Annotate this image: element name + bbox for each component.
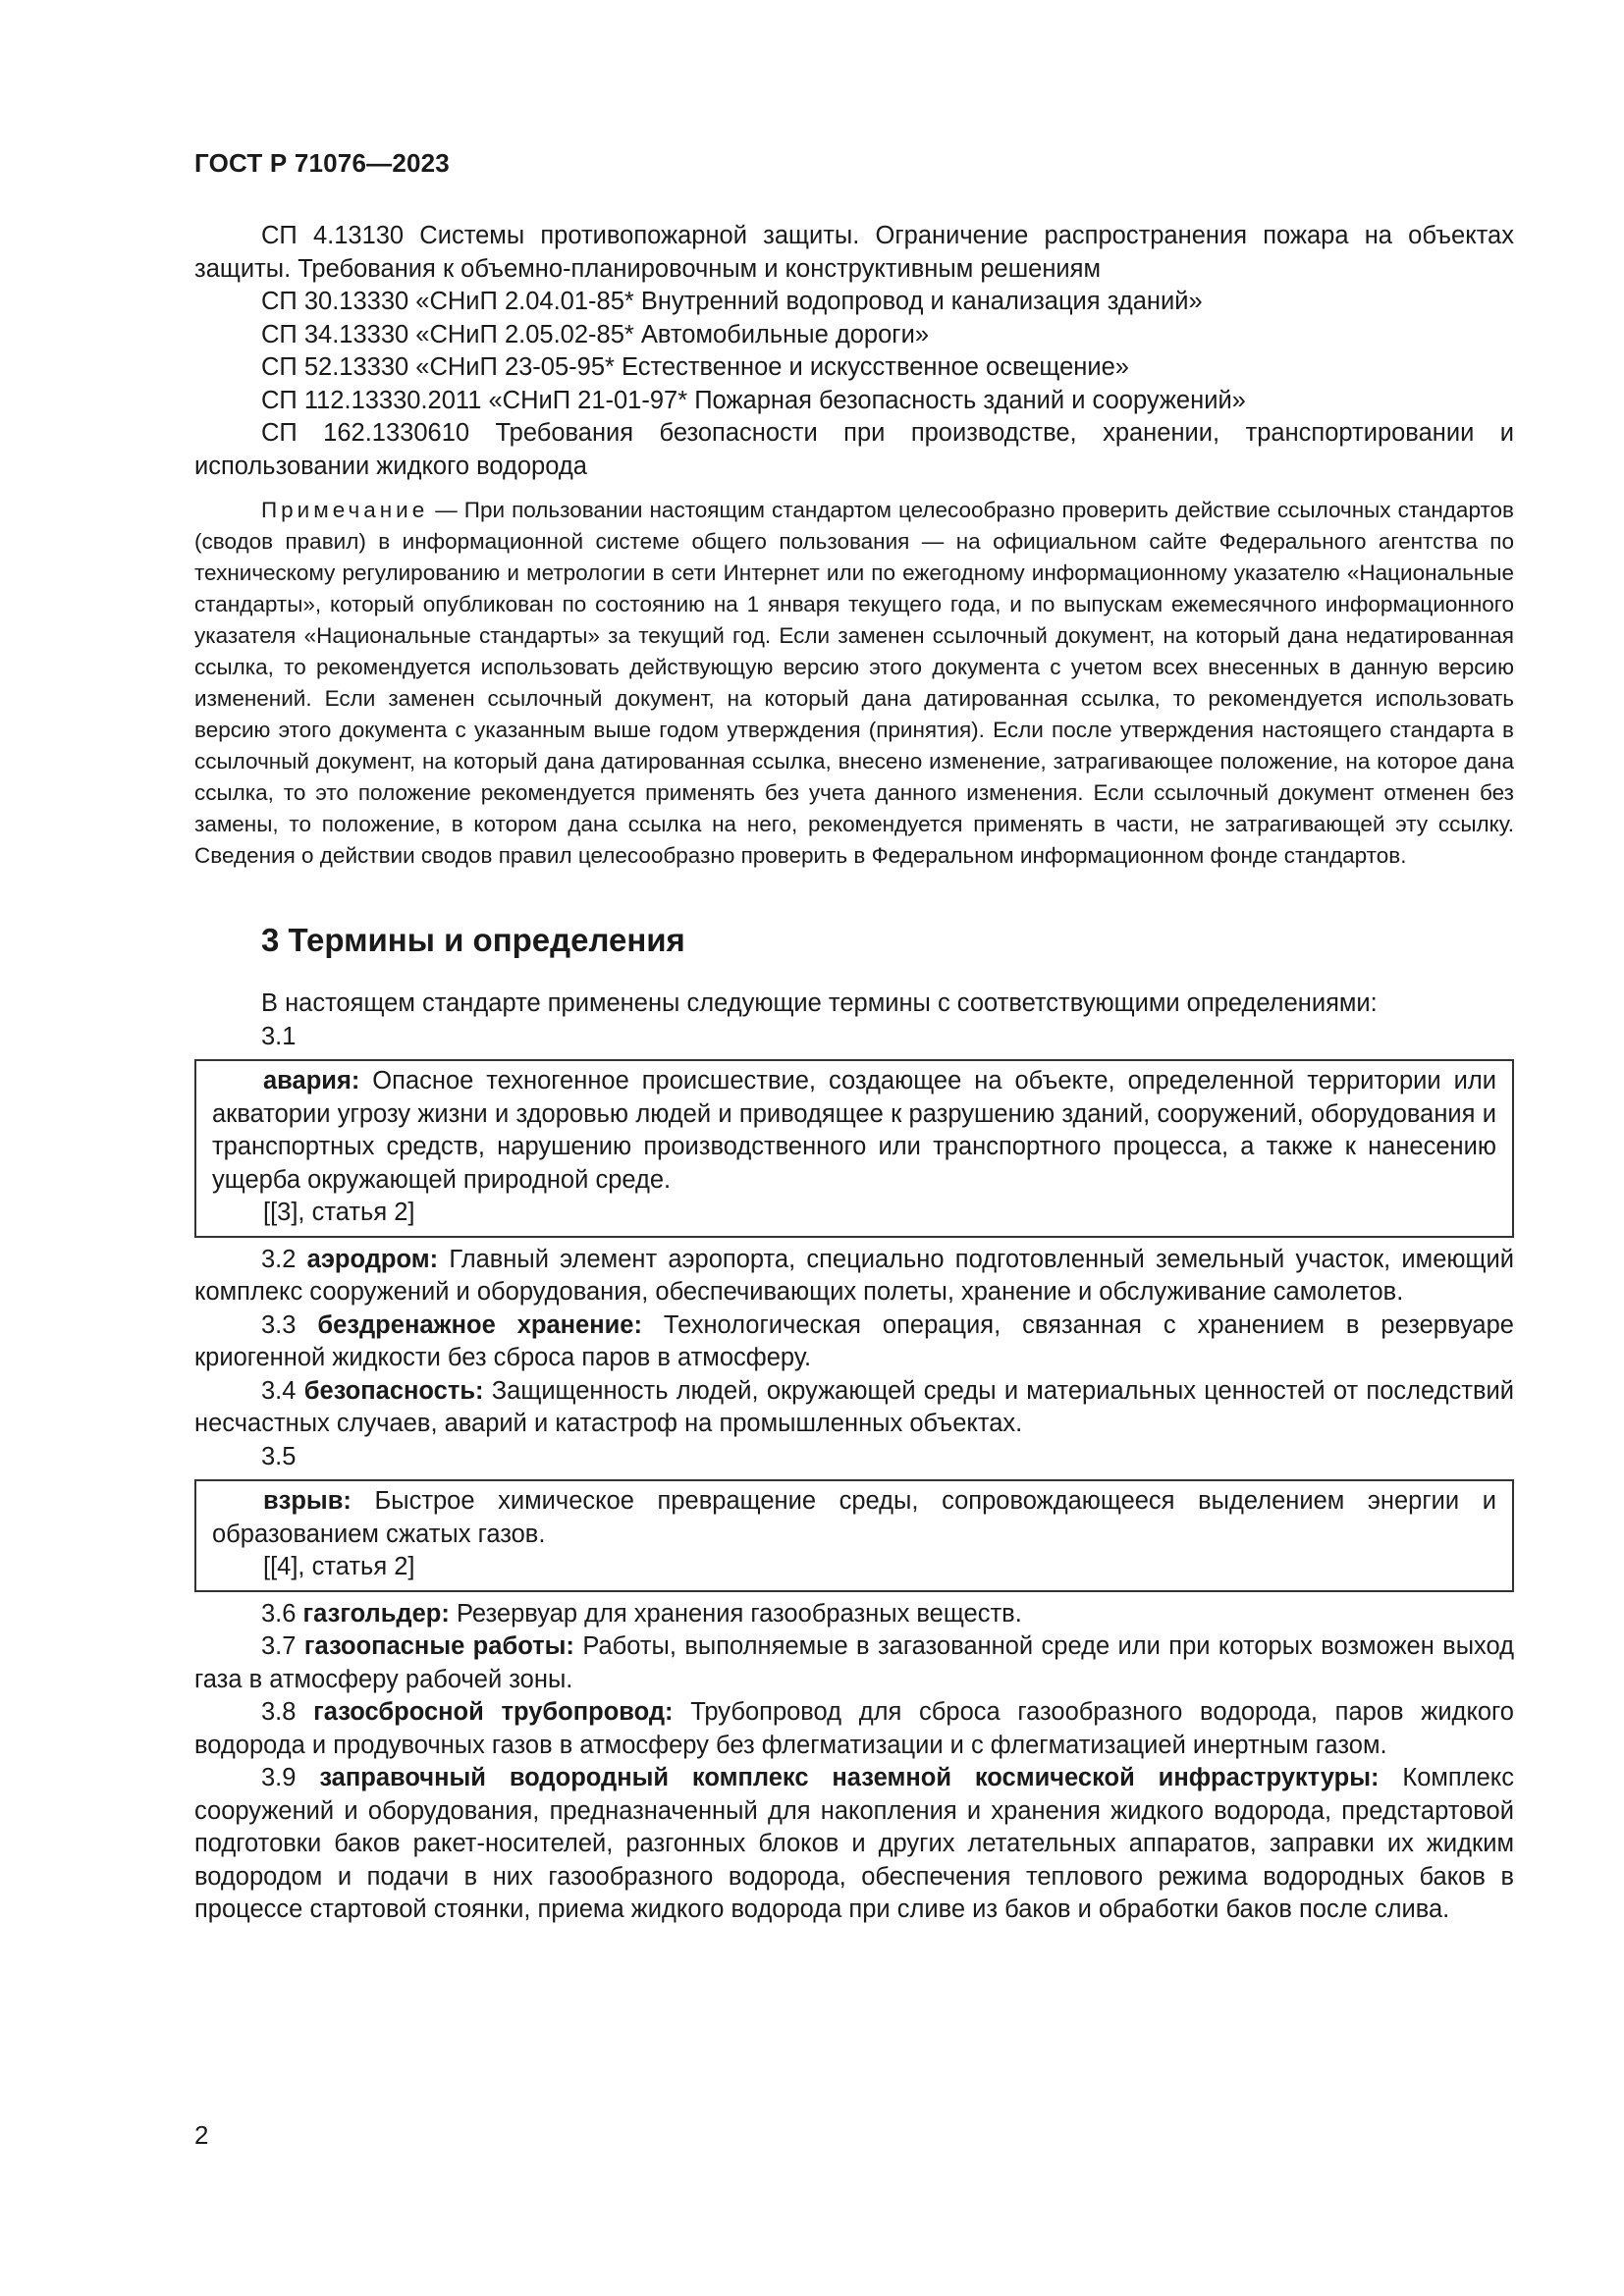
term-text: Главный элемент аэропорта, специально подготовленный земельный участок, имеющий комплекс сооружений и оборудования, обеспечивающих полеты, хранение и обслуживание самолетов. xyxy=(194,1245,1514,1306)
term-definition xyxy=(212,1485,1496,1551)
note-label: Примечание xyxy=(261,498,429,522)
document-header: ГОСТ Р 71076—2023 xyxy=(194,148,450,178)
term-name: авария: xyxy=(263,1067,360,1095)
term-text: Технологическая операция, связанная с хранением в резервуаре криогенной жидкости без сброса паров в атмосферу. xyxy=(194,1310,1514,1371)
term-number: 3.4 xyxy=(261,1376,297,1405)
term-name: аэродром: xyxy=(306,1245,439,1273)
term-definition xyxy=(212,1065,1496,1197)
term-name: заправочный водородный комплекс наземной космической инфраструктуры: xyxy=(319,1764,1380,1791)
term-box xyxy=(194,1059,1514,1238)
term-number: 3.8 xyxy=(261,1698,297,1726)
term-text: Опасное техногенное происшествие, создающее на объекте, определенной территории или акватории угрозу жизни и здоровью людей и приводящее к разрушению зданий, сооружений, оборудования и транспортных средств, нарушению производственного или транспортного процесса, а также к нанесению ущерба окружающей природной среде. xyxy=(212,1067,1496,1194)
references-list xyxy=(194,220,1514,483)
term-text: Резервуар для хранения газообразных веществ. xyxy=(456,1599,1022,1628)
page-content xyxy=(194,220,1514,1927)
term-number: 3.2 xyxy=(261,1245,297,1273)
term-definition xyxy=(194,1244,1514,1309)
term-source: [[4], статья 2] xyxy=(263,1553,415,1580)
term-definition xyxy=(194,1375,1514,1441)
term-definition xyxy=(194,1309,1514,1375)
term-number: 3.5 xyxy=(261,1442,297,1470)
reference-item: СП 34.13330 «СНиП 2.05.02-85* Автомобильные дороги» xyxy=(261,320,930,348)
term-text: Быстрое химическое превращение среды, сопровождающееся выделением энергии и образованием сжатых газов. xyxy=(212,1487,1497,1548)
reference-item: СП 4.13130 Системы противопожарной защиты. Ограничение распространения пожара на объектах защиты. Требования к объемно-планировочным и конструктивным решениям xyxy=(194,222,1514,283)
reference-item: СП 52.13330 «СНиП 23-05-95* Естественное и искусственное освещение» xyxy=(261,353,1129,381)
term-definition xyxy=(194,1598,1514,1631)
term-definition xyxy=(194,1630,1514,1696)
reference-item: СП 30.13330 «СНиП 2.04.01-85* Внутренний водопровод и канализация зданий» xyxy=(261,288,1203,315)
term-number: 3.6 xyxy=(261,1599,297,1628)
term-name: газосбросной трубопровод: xyxy=(313,1698,674,1726)
note-paragraph xyxy=(194,495,1514,872)
page-number: 2 xyxy=(194,2120,209,2150)
term-text: Комплекс сооружений и оборудования, предназначенный для накопления и хранения жидкого водорода, предстартовой подготовки баков ракет-носителей, разгонных блоков и других летательных аппаратов, заправки их жидким водородом и подачи в них газообразного водорода, обеспечения теплового режима водородных баков в процессе стартовой стоянки, приема жидкого водорода при сливе из баков и обработки баков после слива. xyxy=(194,1764,1514,1923)
term-text: Защищенность людей, окружающей среды и материальных ценностей от последствий несчастных случаев, аварий и катастроф на промышленных объектах. xyxy=(194,1376,1514,1437)
term-source: [[3], статья 2] xyxy=(263,1199,415,1226)
term-name: газоопасные работы: xyxy=(303,1632,574,1660)
term-name: безопасность: xyxy=(303,1376,484,1405)
term-definition xyxy=(194,1696,1514,1762)
term-number: 3.7 xyxy=(261,1632,297,1660)
section-intro: В настоящем стандарте применены следующие термины с соответствующими определениями: xyxy=(261,989,1378,1017)
term-name: газгольдер: xyxy=(302,1599,450,1628)
term-text: Работы, выполняемые в загазованной среде или при которых возможен выход газа в атмосферу рабочей зоны. xyxy=(194,1632,1515,1693)
term-name: бездренажное хранение: xyxy=(317,1310,642,1339)
term-box xyxy=(194,1479,1514,1592)
term-name: взрыв: xyxy=(263,1487,352,1515)
reference-item: СП 162.1330610 Требования безопасности при производстве, хранении, транспортировании и использовании жидкого водорода xyxy=(194,419,1514,480)
note-text: — При пользовании настоящим стандартом целесообразно проверить действие ссылочных стандартов (сводов правил) в информационной системе общего пользования — на официальном сайте Федерального агентства по техническому регулированию и метрологии в сети Интернет или по ежегодному информационному указателю «Национальные стандарты», который опубликован по состоянию на 1 января текущего года, и по выпускам ежемесячного информационного указателя «Национальные стандарты» за текущий год. Если заменен ссылочный документ, на который дана недатированная ссылка, то рекомендуется использовать действующую версию этого документа с учетом всех внесенных в данную версию изменений. Если заменен ссылочный документ, на который дана датированная ссылка, то рекомендуется использовать версию этого документа с указанным выше годом утверждения (принятия). Если после утверждения настоящего стандарта в ссылочный документ, на который дана датированная ссылка, внесено изменение, затрагивающее положение, на которое дана ссылка, то это положение рекомендуется применять без учета данного изменения. Если ссылочный документ отменен без замены, то положение, в котором дана ссылка на него, рекомендуется применять в части, не затрагивающей эту ссылку. Сведения о действии сводов правил целесообразно проверить в Федеральном информационном фонде стандартов. xyxy=(194,498,1514,868)
term-number: 3.9 xyxy=(261,1764,297,1791)
term-number: 3.1 xyxy=(261,1022,297,1050)
term-text: Трубопровод для сброса газообразного водорода, паров жидкого водорода и продувочных газов в атмосферу без флегматизации и с флегматизацией инертным газом. xyxy=(194,1698,1514,1759)
term-definition xyxy=(194,1762,1514,1927)
section-title: 3 Термины и определения xyxy=(261,922,685,958)
reference-item: СП 112.13330.2011 «СНиП 21-01-97* Пожарная безопасность зданий и сооружений» xyxy=(261,386,1246,414)
term-number: 3.3 xyxy=(261,1310,297,1339)
